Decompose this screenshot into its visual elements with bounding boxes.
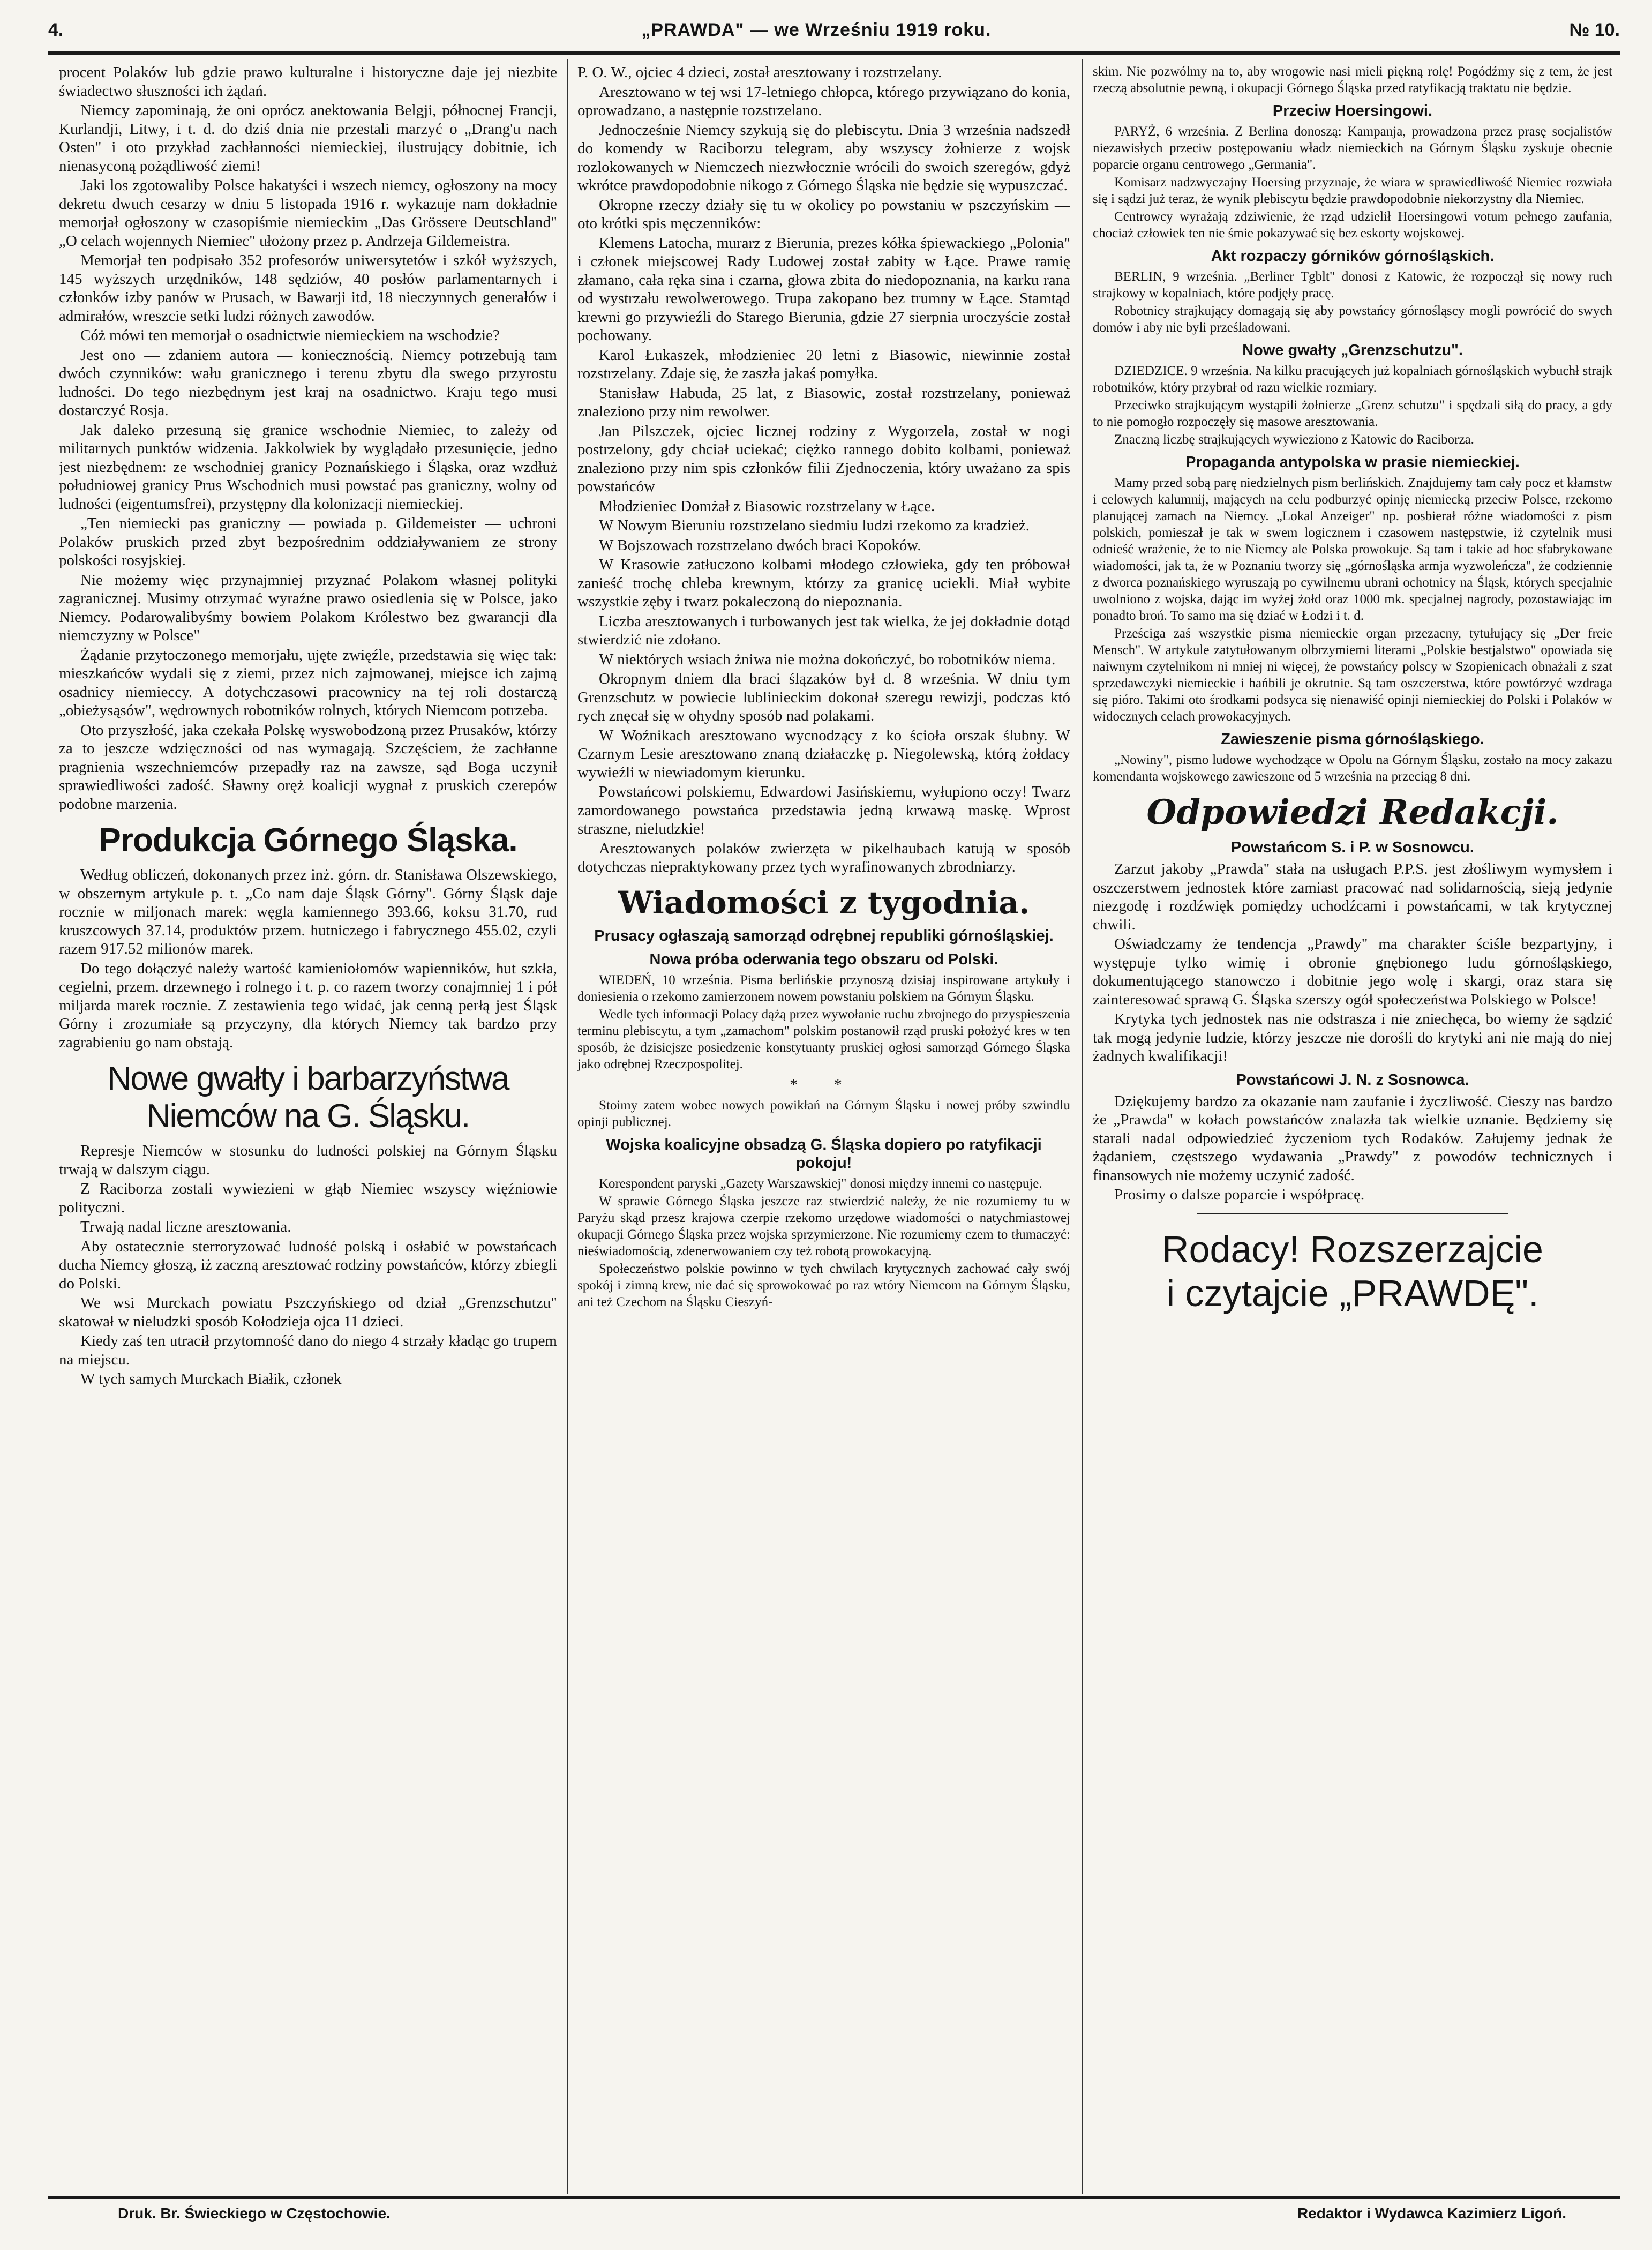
subheadline: Przeciw Hoersingowi.	[1272, 102, 1433, 119]
paragraph: Jaki los zgotowaliby Polsce hakatyści i wszech niemcy, ogłoszony na mocy dekretu dwuch cesarzy w dniu 5 listopada 1916 r. wykazuje nam dokładnie memorjał ogłoszony w czasopiśmie niemieckim „Das Grössere Deutschland" „O celach wojennych Niemiec" ułożony przez p. Andrzeja Gildemeistra.	[59, 177, 557, 250]
paragraph: Klemens Latocha, murarz z Bierunia, prezes kółka śpiewackiego „Polonia" i członek miejscowej Rady Ludowej został zabity w Łące. Prawe ramię złamano, cała ręka sina i czarna, głowa zbita do niedopoznania, na karku rana od wystrzału rewolwerowego. Trupa zakopano bez trumny w Łące. Stamtąd krewni go przywieźli do Starego Bierunia, gdzie 27 sierpnia uroczyście został pochowany.	[577, 234, 1070, 344]
paragraph: WIEDEŃ, 10 września. Pisma berlińskie przynoszą dzisiaj inspirowane artykuły i doniesienia o rzekomo zamierzonem nowem powstaniu polskiem na Górnym Śląsku.	[577, 972, 1070, 1004]
paragraph: Represje Niemców w stosunku do ludności polskiej na Górnym Śląsku trwają w dalszym ciągu.	[59, 1142, 557, 1178]
headline-new-violence: Nowe gwałty i barbarzyństwa Niemców na G. Śląsku.	[107, 1060, 509, 1135]
headline-editorial-replies: Odpowiedzi Redakcji.	[1146, 792, 1559, 832]
paragraph: Jest ono — zdaniem autora — koniecznością. Niemcy potrzebują tam dwóch czynników: wału granicznego i terenu zbytu dla swego przyrostu ludności. Do tego niezbędnym jest kraj na osadnictwo. Kraju tego musi dostarczyć Rosja.	[59, 346, 557, 419]
subheadline: Zawieszenie pisma górnośląskiego.	[1221, 731, 1484, 748]
paragraph: Liczba aresztowanych i turbowanych jest tak wielka, że jej dokładnie dotąd stwierdzić nie zdołano.	[577, 612, 1070, 648]
subheadline: Nowa próba oderwania tego obszaru od Polski.	[649, 950, 998, 968]
paragraph: Niemcy zapominają, że oni oprócz anektowania Belgji, północnej Francji, Kurlandji, Litwy, i t. d. do dziś dnia nie przestali marzyć o „Drang'u nach Osten" i oto przykład zachłanności niemieckiej, ilustrujący dobitnie, ich nienasyconą pożądliwość ziemi!	[59, 102, 557, 175]
headline-weekly-news: Wiadomości z tygodnia.	[618, 884, 1030, 921]
footer-rule	[48, 2196, 1620, 2199]
section-rule	[1197, 1213, 1508, 1214]
paragraph: procent Polaków lub gdzie prawo kulturalne i historyczne daje jej niezbite świadectwo słuszności ich żądań.	[59, 64, 557, 100]
page-number: 4.	[48, 19, 64, 40]
editor-credit: Redaktor i Wydawca Kazimierz Ligoń.	[1297, 2205, 1566, 2222]
subheadline: Nowe gwałty „Grenzschutzu".	[1242, 342, 1463, 359]
advertisement	[1093, 1227, 1612, 1315]
paragraph: Komisarz nadzwyczajny Hoersing przyznaje, że wiara w sprawiedliwość Niemiec rozwiała się i sądzi już teraz, że wynik plebiscytu będzie prawdopodobnie niekorzystny dla Niemiec.	[1093, 175, 1612, 206]
subheadline: Akt rozpaczy górników górnośląskich.	[1211, 248, 1495, 265]
paragraph: skim. Nie pozwólmy na to, aby wrogowie nasi mieli piękną rolę! Pogódźmy się z tem, że jest rzeczą absolutnie pewną, i okupacji Górnego Śląska przed ratyfikacją traktatu nie będzie.	[1093, 64, 1612, 95]
paragraph: Jak daleko przesuną się granice wschodnie Niemiec, to zależy od militarnych punktów widzenia. Jakkolwiek by wyglądało przesunięcie, jedno jest niezbędnem: ze wschodniej granicy Poznańskiego i Śląska, oraz wzdłuż południowej granicy Prus Wschodnich musi powstać pas graniczny, wolny od ludności (eigentumsfrei), przystępny dla kolonizacji niemieckiej.	[59, 421, 557, 513]
paragraph: Według obliczeń, dokonanych przez inż. górn. dr. Stanisława Olszewskiego, w obszernym artykule p. t. „Co nam daje Śląsk Górny". Górny Śląsk daje rocznie w miljonach marek: węgla kamiennego 393.66, koksu 31.70, rud kruszcowych 37.14, produktów przem. hutniczego i fabrycznego 455.02, czyli razem 917.52 milionów marek.	[59, 866, 557, 957]
paragraph: Nie możemy więc przynajmniej przyznać Polakom własnej polityki zagranicznej. Musimy otrzymać wyraźne prawo osiedlenia się w Polsce, jako Niemcy. Podarowalibyśmy bowiem Polakom Królestwo bez gwarancji dla niemczyzny w Polsce"	[59, 571, 557, 644]
paragraph: Karol Łukaszek, młodzieniec 20 letni z Biasowic, niewinnie został rozstrzelany. Zdaje się, że zaszła jakaś pomyłka.	[577, 346, 1070, 382]
paragraph: PARYŻ, 6 września. Z Berlina donoszą: Kampanja, prowadzona przez prasę socjalistów niezawisłych przeciw postępowaniu władz niemieckich na Górnym Śląsku zyskuje obecnie poparcie organu centrowego „Germania".	[1093, 124, 1612, 172]
paragraph: „Nowiny", pismo ludowe wychodzące w Opolu na Górnym Śląsku, zostało na mocy zakazu komendanta wojskowego zawieszone od 5 września na przeciąg 8 dni.	[1093, 753, 1612, 784]
paragraph: Prześciga zaś wszystkie pisma niemieckie organ przezacny, tytułujący się „Der freie Mensch". W artykule zatytułowanym olbrzymiemi literami „Polskie bestjalstwo" opowiada się naiwnym czytelnikom ni mniej ni więcej, że powstańcy polscy w Szopienicach obnażali z szat sprzedawczyki niemieckie i hańbili je okrutnie. Są tam oszczerstwa, które powtórzyć wzdraga się pióro. Takimi oto środkami podsyca się nienawiść opinji niemieckiej do Polski i Polaków w widocznych celach prowokacyjnych.	[1093, 626, 1612, 724]
paragraph: We wsi Murckach powiatu Pszczyńskiego od dział „Grenzschutzu" skatował w nieludzki sposób Kołodzieja ojca 11 dzieci.	[59, 1294, 557, 1330]
paragraph: Prosimy o dalsze poparcie i współpracę.	[1114, 1186, 1365, 1203]
masthead-date: „PRAWDA" — we Wrześniu 1919 roku.	[641, 19, 992, 40]
paragraph: Centrowcy wyrażają zdziwienie, że rząd udzielił Hoersingowi votum pełnego zaufania, chociaż człowiek ten nie śmie pokazywać się bez eskorty wojskowej.	[1093, 209, 1612, 241]
subheadline: Powstańcowi J. N. z Sosnowca.	[1236, 1071, 1469, 1089]
paragraph: W Nowym Bieruniu rozstrzelano siedmiu ludzi rzekomo za kradzież.	[599, 517, 1030, 534]
paragraph: Stoimy zatem wobec nowych powikłań na Górnym Śląsku i nowej próby szwindlu opinji publicznej.	[577, 1098, 1070, 1129]
paragraph: Robotnicy strajkujący domagają się aby powstańcy górnośląscy mogli powrócić do swych domów i aby nie byli prześladowani.	[1093, 304, 1612, 335]
paragraph: P. O. W., ojciec 4 dzieci, został aresztowany i rozstrzelany.	[577, 64, 942, 81]
paragraph: Okropnym dniem dla braci ślązaków był d. 8 września. W dniu tym Grenzschutz w powiecie lublinieckim dokonał szeregu rewizji, podczas któ rych znęcał się w ohydny sposób nad polakami.	[577, 670, 1070, 724]
paragraph: Powstańcowi polskiemu, Edwardowi Jasińskiemu, wyłupiono oczy! Twarz zamordowanego powstańca przedstawia jedną krwawą maskę. Wprost straszne, nieludzkie!	[577, 783, 1070, 837]
paragraph: W tych samych Murckach Białik, członek	[80, 1370, 342, 1388]
paragraph: Z Raciborza zostali wywiezieni w głąb Niemiec wszyscy więźniowie polityczni.	[59, 1180, 557, 1216]
paragraph: Zarzut jakoby „Prawda" stała na usługach P.P.S. jest złośliwym wymysłem i oszczerstwem jednostek które zamiast pracować nad solidarnością, sieją jedynie niezgodę i rozdźwięk pomiędzy uchodźcami i powstańcami, w tak krytycznej chwili.	[1093, 860, 1612, 933]
paragraph: Stanisław Habuda, 25 lat, z Biasowic, został rozstrzelany, ponieważ znaleziono przy nim rewolwer.	[577, 384, 1070, 420]
subheadline: Prusacy ogłaszają samorząd odrębnej republiki górnośląskiej.	[594, 927, 1054, 944]
paragraph: Aresztowanych polaków zwierzęta w pikelhaubach katują w sposób dotychczas niepraktykowany przez tych wyrafinowanych zbrodniarzy.	[577, 839, 1070, 875]
paragraph: Aby ostatecznie sterroryzować ludność polską i osłabić w powstańcach ducha Niemcy głoszą, iż zaczną aresztować rodziny powstańców, którzy zbiegli do Polski.	[59, 1238, 557, 1292]
paragraph: Kiedy zaś ten utracił przytomność dano do niego 4 strzały kładąc go trupem na miejscu.	[59, 1332, 557, 1368]
paragraph: Przeciwko strajkującym wystąpili żołnierze „Grenz schutzu" i spędzali siłą do pracy, a gdy to nie pomogło rozpoczęły się masowe aresztowania.	[1093, 398, 1612, 429]
column-divider	[1082, 59, 1083, 2194]
paragraph: DZIEDZICE. 9 września. Na kilku pracujących już kopalniach górnośląskich wybuchł strajk robotników, który przybrał od razu wielkie rozmiary.	[1093, 364, 1612, 395]
subheadline: Wojska koalicyjne obsadzą G. Śląska dopiero po ratyfikacji pokoju!	[606, 1136, 1042, 1172]
column-2	[577, 63, 1070, 2190]
paragraph: Jan Pilszczek, ojciec licznej rodziny z Wygorzela, został w nogi postrzelony, gdy chciał uciekać; ciężko rannego dobito kolbami, ponieważ znaleziono przy nim spis członków filii Zjednoczenia, który uważano za spis powstańców	[577, 422, 1070, 495]
paragraph: Okropne rzeczy działy się tu w okolicy po powstaniu w pszczyńskim — oto krótki spis męczenników:	[577, 196, 1070, 232]
subheadline: Propaganda antypolska w prasie niemieckiej.	[1185, 454, 1520, 471]
paragraph: Korespondent paryski „Gazety Warszawskiej" donosi między innemi co następuje.	[599, 1176, 1042, 1191]
column-1	[59, 63, 557, 2190]
paragraph: „Ten niemiecki pas graniczny — powiada p. Gildemeister — uchroni Polaków pruskich przed zbyt bezpośrednim oddziaływaniem ze strony polskości rosyjskiej.	[59, 515, 557, 569]
paragraph: Wedle tych informacji Polacy dążą przez wywołanie ruchu zbrojnego do przyspieszenia terminu plebiscytu, a tym „zamachom" polskim postanowił rząd pruski położyć kres w ten sposób, że dzisiejsze posiedzenie konstytuanty pruskiej ogłosi samorząd Górnego Śląska jako odrębnej Rzeczpospolitej.	[577, 1007, 1070, 1071]
paragraph: Trwają nadal liczne aresztowania.	[80, 1218, 291, 1235]
section-stars: * *	[790, 1075, 858, 1093]
paragraph: Aresztowano w tej wsi 17-letniego chłopca, którego przywiązano do konia, oprowadzano, a następnie rozstrzelano.	[577, 83, 1070, 119]
paragraph: W Woźnikach aresztowano wycnodzący z ko ścioła orszak ślubny. W Czarnym Lesie aresztowano znaną działaczkę p. Niegolewską, którą żołdacy wywieźli w niewiadomym kierunku.	[577, 726, 1070, 781]
paragraph: Społeczeństwo polskie powinno w tych chwilach krytycznych zachować cały swój spokój i zimną krew, nie dać się sprowokować po raz wtóry Niemcom na Górnym Śląsku, ani też Czechom na Śląsku Cieszyń-	[577, 1261, 1070, 1309]
ad-line: Rodacy! Rozszerzajcie	[1162, 1228, 1543, 1270]
subheadline: Powstańcom S. i P. w Sosnowcu.	[1231, 839, 1474, 856]
paragraph: W niektórych wsiach żniwa nie można dokończyć, bo robotników niema.	[599, 650, 1056, 668]
headline-production: Produkcja Górnego Śląska.	[99, 822, 517, 859]
paragraph: Oświadczamy że tendencja „Prawdy" ma charakter ściśle bezpartyjny, i występuje tylko wimię i obronie gnębionego ludu górnośląskiego, dokumentującego stanowczo i dobitnie jego wolę i skargi, oraz stara się zainteresować sprawą G. Śląska szerszy ogół społeczeństwa Polskiego w Polsce!	[1093, 935, 1612, 1008]
paragraph: W sprawie Górnego Śląska jeszcze raz stwierdzić należy, że nie rozumiemy tu w Paryżu skąd przesz krajowa czerpie rzekomo urzędowe wiadomości o natychmiastowej okupacji Górnego Śląska przez wojska sprzymierzone. Nie rozumiemy czem to tłumaczyć: nieświadomością, zdenerwowaniem czy też robotą prowokacyjną.	[577, 1194, 1070, 1258]
paragraph: Młodzieniec Domżał z Biasowic rozstrzelany w Łące.	[599, 497, 935, 515]
issue-number: № 10.	[1569, 19, 1620, 40]
paragraph: Żądanie przytoczonego memorjału, ujęte zwięźle, przedstawia się więc tak: mieszkańców wydali się z ziemi, przez nich zajmowanej, miejsce ich zajmą osadnicy niemieccy. A dotychczasowi pracownicy na tej roli dostarczą „obieżysąsów", wędrownych robotników rolnych, których Niemcom potrzeba.	[59, 646, 557, 719]
news-block	[1093, 63, 1612, 785]
page-footer	[118, 2205, 1566, 2226]
paragraph: W Krasowie zatłuczono kolbami młodego człowieka, gdy ten próbował zanieść trochę chleba krewnym, którzy za granicę uciekli. Miał wybite wszystkie zęby i twarz pokaleczoną do niepoznania.	[577, 556, 1070, 610]
paragraph: Mamy przed sobą parę niedzielnych pism berlińskich. Znajdujemy tam cały pocz et kłamstw i celowych kalumnij, mających na celu podburzyć opinję niemiecką przeciw Polsce, rzekomo planującej zamach na Niemcy. „Lokal Anzeiger" np. posbierał różne wiadomości z pism polskich, pomieszał je tak w swem logicznem i czasowem następstwie, iż czytelnik musi odnieść wrażenie, że to nie Niemcy ale Polska prowokuje. Są tam i takie ad hoc sfabrykowane wiadomości, jak ta, że w Poznaniu tworzy się „górnośląska armja wyzwoleńcza", że codziennie z dworca poznańskiego wyruszają po cywilnemu ubrani ochotnicy na Śląsk, których specjalnie uwolniono z wojska, dając im wyżej żołd oraz 1000 mk. specjalnej nagrody, pozostawiając im ponadto broń. To samo ma się dziać w Łodzi i t. d.	[1093, 476, 1612, 623]
paragraph: Cóż mówi ten memorjał o osadnictwie niemieckiem na wschodzie?	[80, 327, 500, 344]
ad-line: i czytajcie „PRAWDĘ".	[1166, 1272, 1539, 1314]
page-header	[48, 12, 1620, 48]
news-block	[577, 972, 1070, 1310]
paragraph: Krytyka tych jednostek nas nie odstrasza i nie zniechęca, bo wiemy że sądzić tak mogą jedynie ludzie, którzy jeszcze nie dorośli do krytyki ani nie mają do niej żadnych kwalifikacji!	[1093, 1010, 1612, 1064]
paragraph: Memorjał ten podpisało 352 profesorów uniwersytetów i szkół wyższych, 145 wyższych urzędników, 148 sędziów, 40 posłów parlamentarnych i członków izby panów w Prusach, w Bawarji itd, 18 nieczynnych generałów i admirałów, wreszcie setki ludzi różnych zawodów.	[59, 252, 557, 325]
printer-credit: Druk. Br. Świeckiego w Częstochowie.	[118, 2205, 391, 2222]
paragraph: Dziękujemy bardzo za okazanie nam zaufanie i życzliwość. Cieszy nas bardzo że „Prawda" w kołach powstańców znalazła tak wielkie uznanie. Będziemy się starali nadal odpowiedzieć życzeniom tych Rodaków. Załujemy jednak że żądaniem, częstszego wydawania „Prawdy" z powodów technicznych i finansowych nie możemy uczynić zadość.	[1093, 1092, 1612, 1184]
paragraph: Oto przyszłość, jaka czekała Polskę wyswobodzoną przez Prusaków, którzy za to jeszcze wdzięczności od nas wymagają. Szczęściem, że zachłanne pragnienia wszechniemców przepadły raz na zawsze, sąd Boga uczynił sprawiedliwości zadość. Sławny oręż koalicji wygnał z pruskich czerepów podobne marzenia.	[59, 721, 557, 813]
column-3	[1093, 63, 1612, 2190]
paragraph: Znaczną liczbę strajkujących wywieziono z Katowic do Raciborza.	[1114, 432, 1474, 447]
paragraph: W Bojszowach rozstrzelano dwóch braci Kopoków.	[599, 536, 921, 554]
column-divider	[567, 59, 568, 2194]
paragraph: BERLIN, 9 września. „Berliner Tgblt" donosi z Katowic, że rozpoczął się nowy ruch strajkowy w kopalniach, które podjęły pracę.	[1093, 269, 1612, 301]
paragraph: Jednocześnie Niemcy szykują się do plebiscytu. Dnia 3 września nadszedł do komendy w Raciborzu telegram, aby wszyscy żołnierze z wojsk rozlokowanych w Niemczech niezwłocznie wrócili do swoich szeregów, gdyż wkrótce prawdopodobnie nikogo z Górnego Śląska nie będzie się wypuszczać.	[577, 121, 1070, 194]
paragraph: Do tego dołączyć należy wartość kamieniołomów wapienników, hut szkła, cegielni, przem. drzewnego i rolnego i t. p. co razem tworzy conajmniej 1 i pół miljarda marek rocznie. Z zestawienia tego widać, jak cenną perłą jest Śląsk Górny i zrozumiałe są przyczyny, dla których Niemcy tak bardzo przy zagrabieniu go nam obstają.	[59, 959, 557, 1051]
header-rule	[48, 51, 1620, 55]
